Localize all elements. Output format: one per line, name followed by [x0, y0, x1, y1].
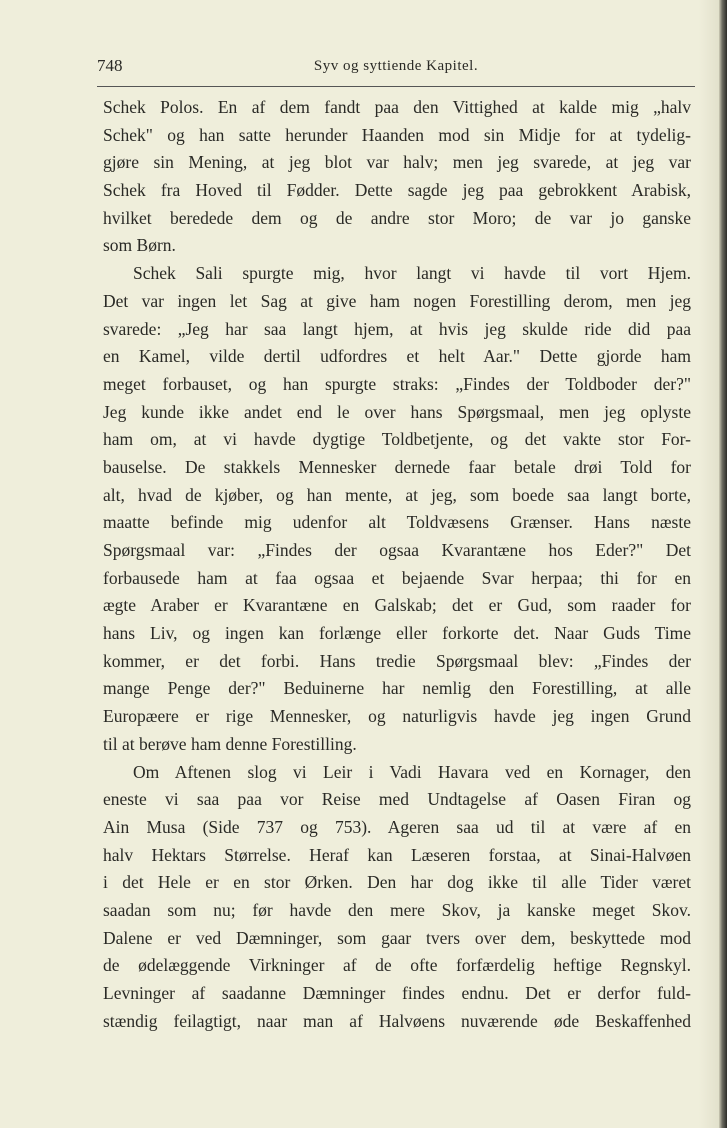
text-line: ham om, at vi havde dygtige Toldbetjente, og det vakte stor For- [103, 429, 691, 450]
text-line: maatte befinde mig udenfor alt Toldvæsens Grænser. Hans næste [103, 512, 691, 533]
text-line: en Kamel, vilde dertil udfordres et helt Aar." Dette gjorde ham [103, 346, 691, 367]
text-line: kommer, er det forbi. Hans tredie Spørgsmaal blev: „Findes der [103, 650, 691, 671]
running-title: Syv og syttiende Kapitel. [313, 58, 479, 74]
page-number: 748 [97, 56, 123, 75]
text-line: i det Hele er en stor Ørken. Den har dog ikke til alle Tider været [103, 872, 691, 893]
page-edge-shadow [699, 0, 719, 1128]
text-line: alt, hvad de kjøber, og han mente, at jeg, som boede saa langt borte, [103, 484, 691, 505]
text-line: meget forbauset, og han spurgte straks: „Findes der Toldboder der?" [103, 373, 691, 394]
page-header [97, 56, 695, 80]
text-line: halv Hektars Størrelse. Heraf kan Læseren forstaa, at Sinai-Halvøen [103, 844, 691, 865]
text-line: til at berøve ham denne Forestilling. [103, 733, 357, 754]
text-line: gjøre sin Mening, at jeg blot var halv; men jeg svarede, at jeg var [103, 152, 691, 173]
text-line: Schek Polos. En af dem fandt paa den Vittighed at kalde mig „halv [103, 97, 691, 117]
text-line: Om Aftenen slog vi Leir i Vadi Havara ved en Kornager, den [133, 761, 691, 782]
text-line: Det var ingen let Sag at give ham nogen Forestilling derom, men jeg [103, 290, 691, 311]
text-line: Spørgsmaal var: „Findes der ogsaa Kvarantæne hos Eder?" Det [103, 540, 691, 560]
text-line: svarede: „Jeg har saa langt hjem, at hvis jeg skulde ride did paa [103, 318, 691, 339]
text-line: Levninger af saadanne Dæmninger findes endnu. Det er derfor fuld- [103, 983, 691, 1003]
text-line: Schek Sali spurgte mig, hvor langt vi havde til vort Hjem. [133, 263, 691, 284]
text-line: som Børn. [103, 235, 176, 256]
text-line: ægte Araber er Kvarantæne en Galskab; det er Gud, som raader for [103, 595, 691, 616]
book-binding-edge [719, 0, 727, 1128]
text-line: bauselse. De stakkels Mennesker dernede faar betale drøi Told for [103, 456, 691, 477]
text-line: Schek" og han satte herunder Haanden mod sin Midje for at tydelig- [103, 124, 691, 145]
text-line: mange Penge der?" Beduinerne har nemlig den Forestilling, at alle [103, 678, 691, 699]
text-line: Schek fra Hoved til Fødder. Dette sagde jeg paa gebrokkent Arabisk, [103, 180, 691, 201]
text-line: Europæere er rige Mennesker, og naturligvis havde jeg ingen Grund [103, 706, 691, 727]
text-line: hans Liv, og ingen kan forlænge eller forkorte det. Naar Guds Time [103, 623, 691, 644]
text-line: hvilket beredede dem og de andre stor Moro; de var jo ganske [103, 207, 691, 228]
text-line: Dalene er ved Dæmninger, som gaar tvers over dem, beskyttede mod [103, 927, 691, 948]
text-line: eneste vi saa paa vor Reise med Undtagelse af Oasen Firan og [103, 789, 691, 810]
text-line: saadan som nu; før havde den mere Skov, ja kanske meget Skov. [103, 899, 691, 920]
page-body [103, 94, 691, 1035]
text-line: stændig feilagtigt, naar man af Halvøens nuværende øde Beskaffenhed [103, 1010, 691, 1031]
text-line: de ødelæggende Virkninger af de ofte forfærdelig heftige Regnskyl. [103, 955, 691, 976]
header-rule [97, 86, 695, 87]
text-line: forbausede ham at faa ogsaa et bejaende Svar herpaa; thi for en [103, 567, 691, 588]
text-line: Ain Musa (Side 737 og 753). Ageren saa ud til at være af en [103, 816, 691, 837]
text-line: Jeg kunde ikke andet end le over hans Spørgsmaal, men jeg oplyste [103, 401, 691, 422]
